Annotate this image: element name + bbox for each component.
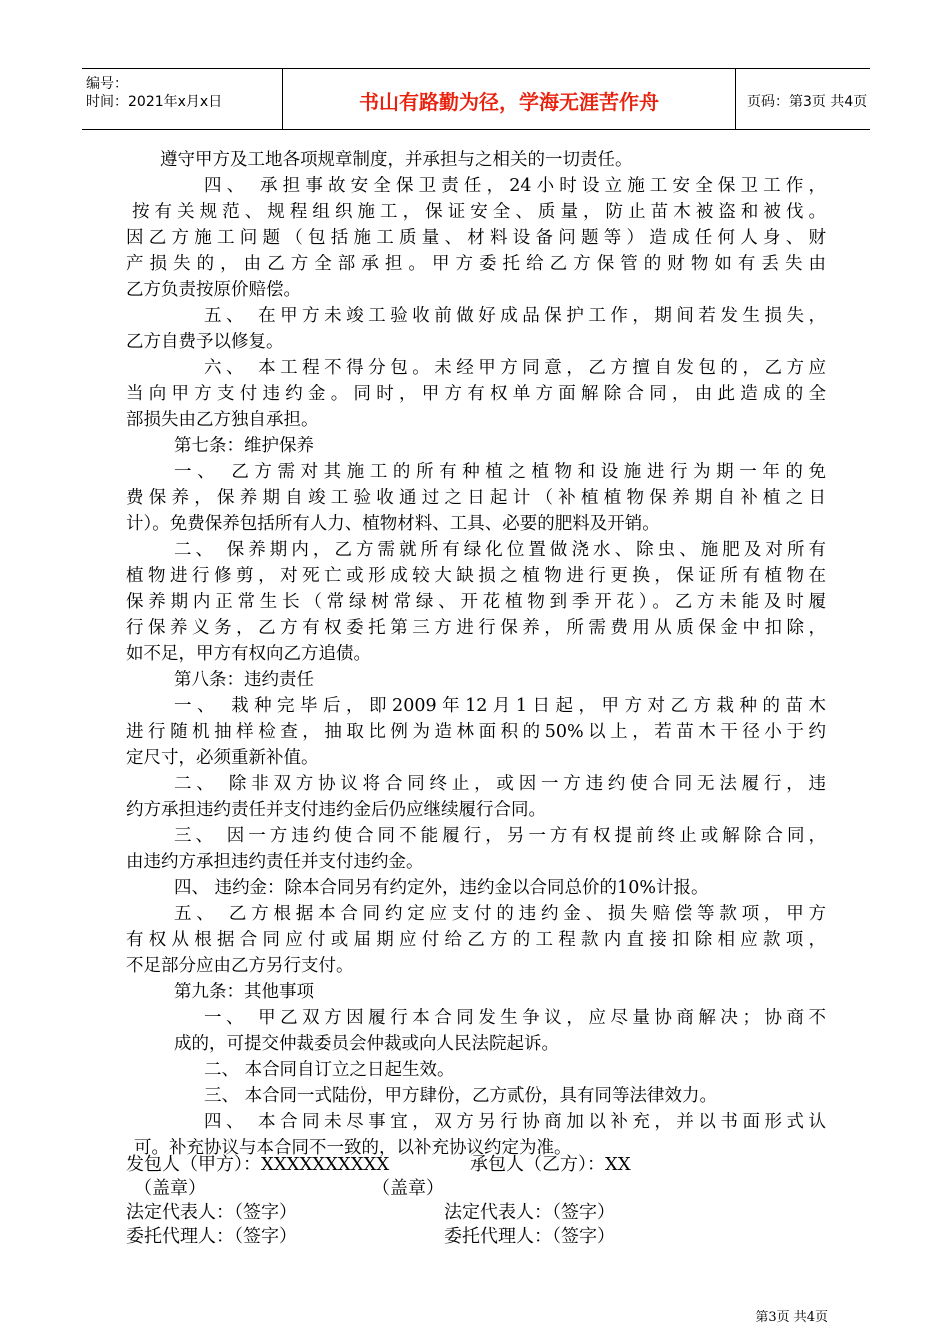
party-b-legal-rep: 法定代表人：（签字） <box>444 1202 615 1223</box>
document-date: 时间：2021年x月x日 <box>86 94 223 110</box>
paragraph-line: 成的，可提交仲裁委员会仲裁或向人民法院起诉。 <box>174 1034 559 1054</box>
contract-body <box>126 147 826 1161</box>
paragraph-line: 产损失的，由乙方全部承担。甲方委托给乙方保管的财物如有丢失由 <box>126 254 826 274</box>
paragraph-line: 按有关规范、规程组织施工，保证安全、质量，防止苗木被盗和被伐。 <box>132 202 826 222</box>
paragraph-line: 二、 除非双方协议将合同终止，或因一方违约使合同无法履行，违 <box>174 774 826 794</box>
paragraph-line: 一、 栽种完毕后，即2009年12月1日起，甲方对乙方栽种的苗木 <box>174 696 826 716</box>
party-a-seal: （盖章） <box>134 1178 206 1199</box>
paragraph-line: 二、 保养期内，乙方需就所有绿化位置做浇水、除虫、施肥及对所有 <box>174 540 826 560</box>
party-b-seal: （盖章） <box>372 1178 444 1199</box>
paragraph-line: 四、 违约金：除本合同另有约定外，违约金以合同总价的10%计报。 <box>174 878 709 898</box>
paragraph-line: 遵守甲方及工地各项规章制度，并承担与之相关的一切责任。 <box>160 150 633 170</box>
paragraph-line: 费保养，保养期自竣工验收通过之日起计（补植植物保养期自补植之日 <box>126 488 826 508</box>
paragraph-line: 第九条：其他事项 <box>174 982 314 1002</box>
paragraph-line: 五、 乙方根据本合同约定应支付的违约金、损失赔偿等款项，甲方 <box>174 904 826 924</box>
paragraph-line: 四、 本合同未尽事宜，双方另行协商加以补充，并以书面形式认 <box>204 1112 826 1132</box>
paragraph-line: 六、 本工程不得分包。未经甲方同意，乙方擅自发包的，乙方应 <box>204 358 826 378</box>
paragraph-line: 一、 甲乙双方因履行本合同发生争议，应尽量协商解决；协商不 <box>204 1008 826 1028</box>
paragraph-line: 乙方自费予以修复。 <box>126 332 284 352</box>
paragraph-line: 一、 乙方需对其施工的所有种植之植物和设施进行为期一年的免 <box>174 462 826 482</box>
paragraph-line: 五、 在甲方未竣工验收前做好成品保护工作，期间若发生损失， <box>204 306 826 326</box>
paragraph-line: 乙方负责按原价赔偿。 <box>126 280 301 300</box>
paragraph-line: 当向甲方支付违约金。同时，甲方有权单方面解除合同，由此造成的全 <box>126 384 826 404</box>
party-b-agent: 委托代理人：（签字） <box>444 1226 615 1247</box>
paragraph-line: 第七条：维护保养 <box>174 436 314 456</box>
paragraph-line: 三、 本合同一式陆份，甲方肆份，乙方贰份，具有同等法律效力。 <box>204 1086 718 1106</box>
paragraph-line: 计）。免费保养包括所有人力、植物材料、工具、必要的肥料及开销。 <box>126 514 660 534</box>
paragraph-line: 可。补充协议与本合同不一致的，以补充协议约定为准。 <box>134 1138 572 1158</box>
paragraph-line: 因乙方施工问题（包括施工质量、材料设备问题等）造成任何人身、财 <box>126 228 826 248</box>
paragraph-line: 有权从根据合同应付或届期应付给乙方的工程款内直接扣除相应款项， <box>126 930 826 950</box>
paragraph-line: 保养期内正常生长（常绿树常绿、开花植物到季开花）。乙方未能及时履 <box>126 592 826 612</box>
paragraph-line: 二、 本合同自订立之日起生效。 <box>204 1060 455 1080</box>
party-a-legal-rep: 法定代表人：（签字） <box>126 1202 297 1223</box>
header-page-code: 页码：第3页 共4页 <box>747 94 868 110</box>
page-footer: 第3页 共4页 <box>755 1310 828 1325</box>
paragraph-line: 植物进行修剪，对死亡或形成较大缺损之植物进行更换，保证所有植物在 <box>126 566 826 586</box>
header-motto: 书山有路勤为径，学海无涯苦作舟 <box>359 90 659 114</box>
paragraph-line: 如不足，甲方有权向乙方追债。 <box>126 644 371 664</box>
paragraph-line: 部损失由乙方独自承担。 <box>126 410 319 430</box>
paragraph-line: 四、 承担事故安全保卫责任，24小时设立施工安全保卫工作， <box>204 176 826 196</box>
paragraph-line: 约方承担违约责任并支付违约金后仍应继续履行合同。 <box>126 800 546 820</box>
party-a-name: 发包人（甲方）：XXXXXXXXXX <box>126 1154 390 1175</box>
paragraph-line: 定尺寸，必须重新补值。 <box>126 748 319 768</box>
paragraph-line: 行保养义务，乙方有权委托第三方进行保养，所需费用从质保金中扣除， <box>126 618 826 638</box>
header-motto-cell <box>282 69 736 129</box>
paragraph-line: 第八条：违约责任 <box>174 670 314 690</box>
document-number: 编号： <box>86 76 128 92</box>
paragraph-line: 进行随机抽样检查，抽取比例为造林面积的50%以上，若苗木干径小于约 <box>126 722 826 742</box>
header-meta <box>82 69 282 129</box>
party-b-name: 承包人（乙方）：XX <box>470 1154 631 1175</box>
paragraph-line: 由违约方承担违约责任并支付违约金。 <box>126 852 424 872</box>
page-header <box>82 68 870 130</box>
paragraph-line: 不足部分应由乙方另行支付。 <box>126 956 354 976</box>
party-a-agent: 委托代理人：（签字） <box>126 1226 297 1247</box>
header-page-cell <box>735 69 870 129</box>
paragraph-line: 三、 因一方违约使合同不能履行，另一方有权提前终止或解除合同， <box>174 826 826 846</box>
